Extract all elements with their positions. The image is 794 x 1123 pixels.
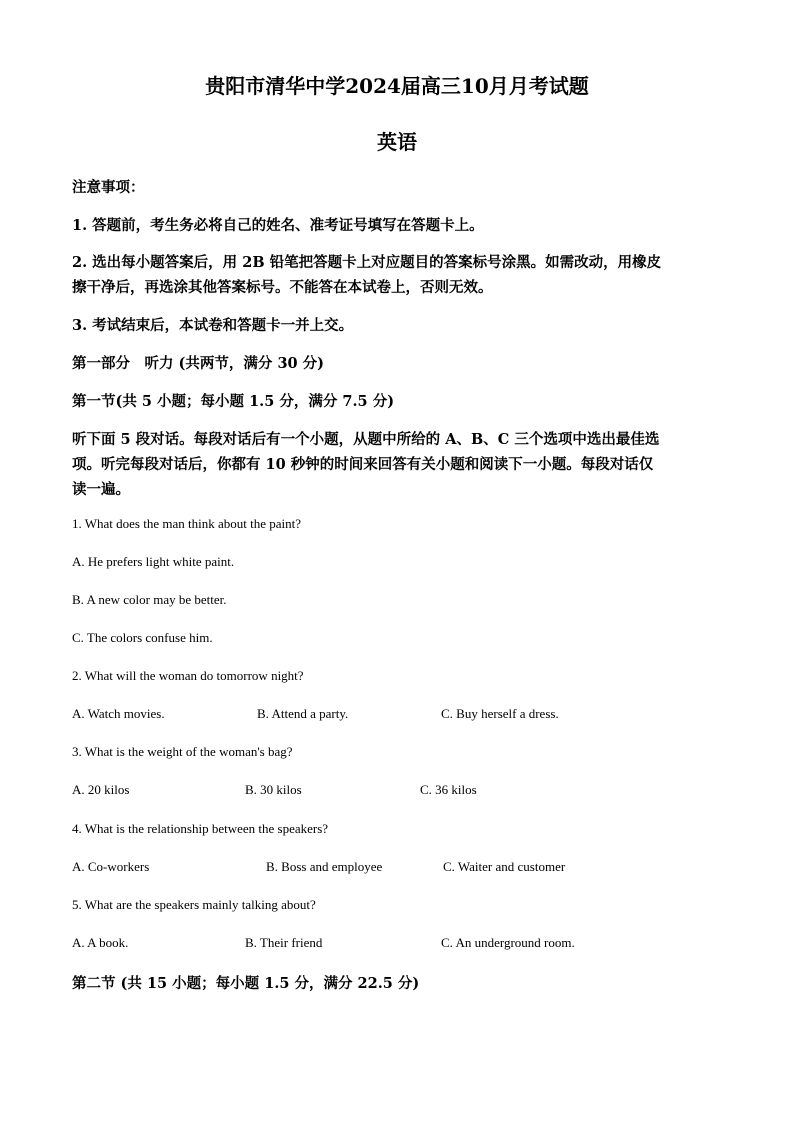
instructions-line-2: 项。听完每段对话后，你都有 10 秒钟的时间来回答有关小题和阅读下一小题。每段对话仅 bbox=[72, 456, 654, 473]
question-4-stem: 4. What is the relationship between the speakers? bbox=[72, 821, 329, 836]
notice-item-2-line-2: 擦干净后，再选涂其他答案标号。不能答在本试卷上，否则无效。 bbox=[72, 279, 493, 296]
question-4-option-a: A. Co-workers bbox=[72, 859, 150, 874]
notice-item-2-line-1: 2. 选出每小题答案后，用 2B 铅笔把答题卡上对应题目的答案标号涂黑。如需改动，用橡皮 bbox=[72, 254, 662, 271]
question-3-stem: 3. What is the weight of the woman's bag? bbox=[72, 744, 293, 759]
instructions-line-3: 读一遍。 bbox=[72, 481, 130, 498]
question-5-option-c: C. An underground room. bbox=[441, 935, 575, 950]
question-1-option-c: C. The colors confuse him. bbox=[72, 630, 213, 645]
question-3-option-b: B. 30 kilos bbox=[245, 782, 302, 797]
instructions-line-1: 听下面 5 段对话。每段对话后有一个小题，从题中所给的 A、B、C 三个选项中选出最佳选 bbox=[72, 431, 660, 448]
notice-item-3: 3. 考试结束后，本试卷和答题卡一并上交。 bbox=[72, 317, 354, 334]
section2-heading: 第二节 (共 15 小题；每小题 1.5 分，满分 22.5 分) bbox=[72, 975, 420, 992]
question-3-option-c: C. 36 kilos bbox=[420, 782, 477, 797]
exam-title: 贵阳市清华中学2024届高三10月月考试题 bbox=[205, 74, 589, 98]
subject-title: 英语 bbox=[377, 130, 417, 154]
question-5-option-a: A. A book. bbox=[72, 935, 129, 950]
question-2-option-c: C. Buy herself a dress. bbox=[441, 706, 559, 721]
notice-item-1: 1. 答题前，考生务必将自己的姓名、准考证号填写在答题卡上。 bbox=[72, 217, 484, 234]
question-5-option-b: B. Their friend bbox=[245, 935, 323, 950]
question-4-option-b: B. Boss and employee bbox=[266, 859, 383, 874]
question-1-stem: 1. What does the man think about the paint? bbox=[72, 516, 302, 531]
question-4-option-c: C. Waiter and customer bbox=[443, 859, 566, 874]
question-2-option-b: B. Attend a party. bbox=[257, 706, 349, 721]
question-3-option-a: A. 20 kilos bbox=[72, 782, 130, 797]
section1-heading: 第一节(共 5 小题；每小题 1.5 分，满分 7.5 分) bbox=[72, 393, 395, 410]
notice-heading: 注意事项： bbox=[72, 179, 145, 196]
question-5-stem: 5. What are the speakers mainly talking about? bbox=[72, 897, 316, 912]
part1-heading: 第一部分 听力 (共两节，满分 30 分) bbox=[72, 355, 325, 372]
question-1-option-a: A. He prefers light white paint. bbox=[72, 554, 235, 569]
question-2-stem: 2. What will the woman do tomorrow night? bbox=[72, 668, 304, 683]
question-1-option-b: B. A new color may be better. bbox=[72, 592, 227, 607]
question-2-option-a: A. Watch movies. bbox=[72, 706, 165, 721]
